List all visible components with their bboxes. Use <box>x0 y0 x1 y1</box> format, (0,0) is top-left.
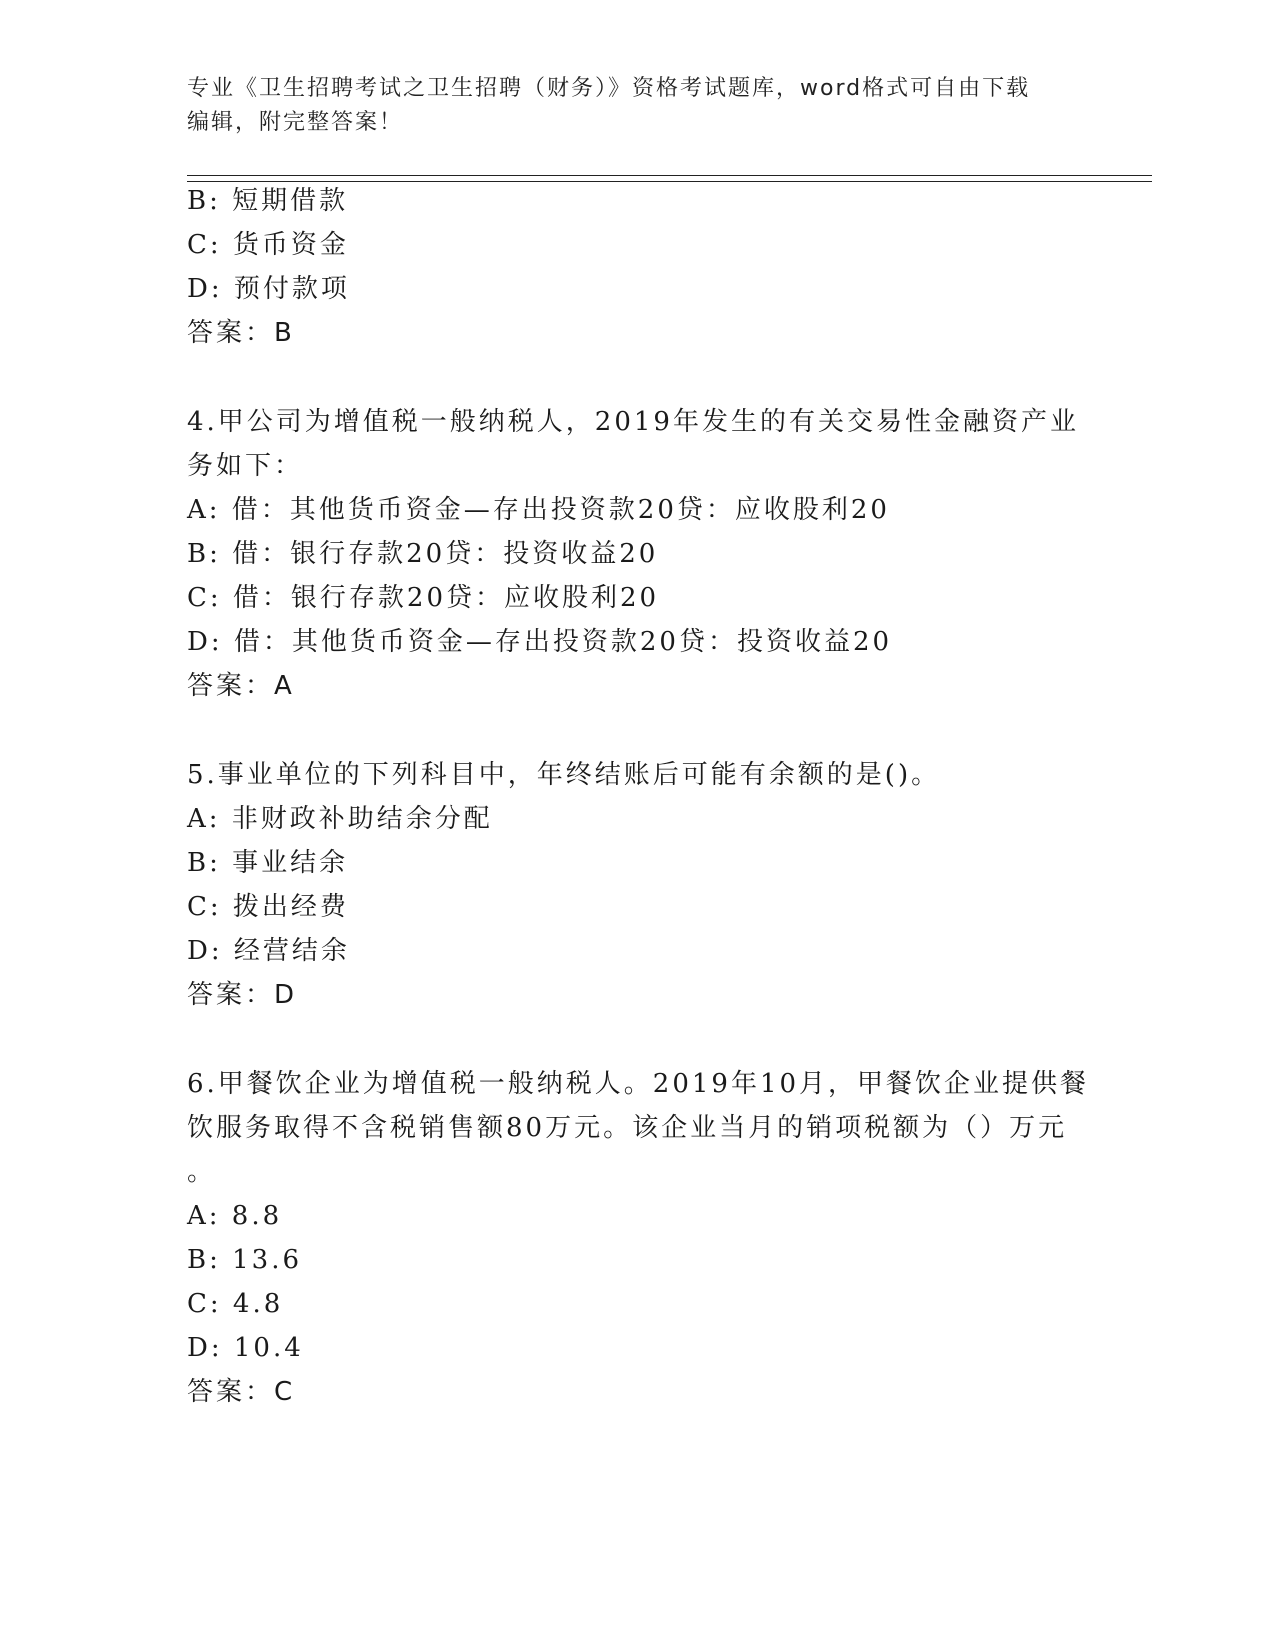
q5-question-line-1: 5.事业单位的下列科目中，年终结账后可能有余额的是()。 <box>187 760 941 790</box>
q3-option-c: C: 货币资金 <box>187 230 349 260</box>
q4-answer: 答案：A <box>187 671 295 701</box>
q5-option-b: B: 事业结余 <box>187 848 349 878</box>
q6-option-d: D: 10.4 <box>187 1333 304 1363</box>
q3-answer: 答案：B <box>187 318 295 348</box>
header-line-1: 专业《卫生招聘考试之卫生招聘（财务）》资格考试题库，word格式可自由下载 <box>187 76 1031 101</box>
q6-answer: 答案：C <box>187 1377 296 1407</box>
q6-question-line-1: 6.甲餐饮企业为增值税一般纳税人。2019年10月，甲餐饮企业提供餐 <box>187 1069 1090 1099</box>
q6-option-b: B: 13.6 <box>187 1245 303 1275</box>
q5-answer: 答案：D <box>187 980 298 1010</box>
q6-question-line-3: 。 <box>187 1157 217 1187</box>
q4-question-line-2: 务如下： <box>187 451 304 481</box>
header-line-2: 编辑，附完整答案！ <box>187 110 404 135</box>
q6-option-c: C: 4.8 <box>187 1289 284 1319</box>
q5-option-d: D: 经营结余 <box>187 936 350 966</box>
q4-option-c: C: 借：银行存款20贷：应收股利20 <box>187 583 660 613</box>
q3-option-b: B: 短期借款 <box>187 186 349 216</box>
q6-question-line-2: 饮服务取得不含税销售额80万元。该企业当月的销项税额为（）万元 <box>187 1113 1068 1143</box>
q6-option-a: A: 8.8 <box>187 1201 283 1231</box>
q4-question-line-1: 4.甲公司为增值税一般纳税人，2019年发生的有关交易性金融资产业 <box>187 407 1079 437</box>
q5-option-a: A: 非财政补助结余分配 <box>187 804 493 834</box>
q5-option-c: C: 拨出经费 <box>187 892 349 922</box>
document-header <box>187 72 1067 140</box>
header-divider-top <box>187 175 1152 176</box>
q4-option-b: B: 借：银行存款20贷：投资收益20 <box>187 539 659 569</box>
q3-option-d: D: 预付款项 <box>187 274 350 304</box>
header-divider-bottom <box>187 181 1152 182</box>
q4-option-a: A: 借：其他货币资金—存出投资款20贷：应收股利20 <box>187 495 890 525</box>
q4-option-d: D: 借：其他货币资金—存出投资款20贷：投资收益20 <box>187 627 893 657</box>
